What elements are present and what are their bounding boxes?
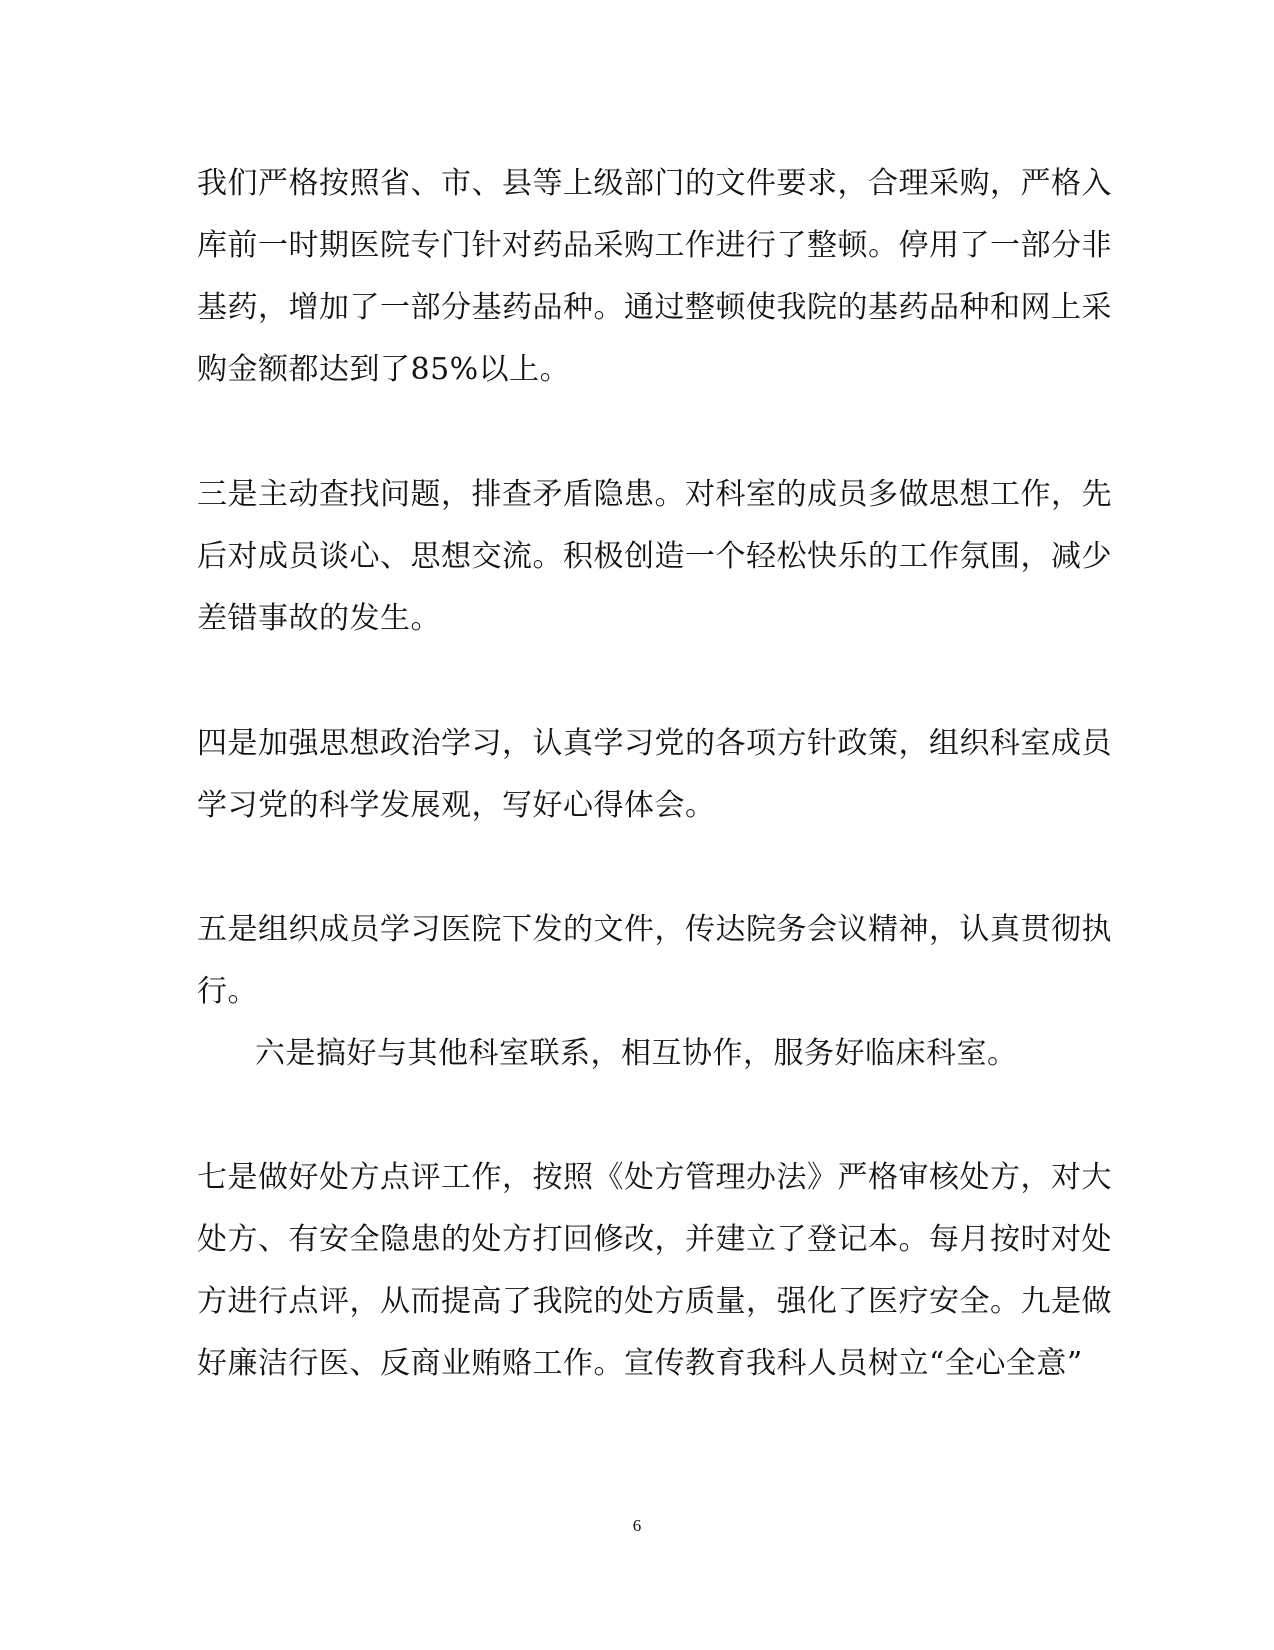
page-number: 6 (632, 1516, 642, 1535)
text-line: 我们严格按照省、市、县等上级部门的文件要求，合理采购，严格入 (197, 166, 1112, 201)
text-line: 基药，增加了一部分基药品种。通过整顿使我院的基药品种和网上采 (197, 290, 1112, 325)
text-line: 学习党的科学发展观，写好心得体会。 (197, 788, 716, 823)
text-line: 差错事故的发生。 (197, 601, 441, 636)
text-line: 购金额都达到了85%以上。 (197, 352, 571, 387)
text-line: 六是搞好与其他科室联系，相互协作，服务好临床科室。 (255, 1036, 1018, 1071)
text-line: 行。 (197, 974, 258, 1009)
text-line: 库前一时期医院专门针对药品采购工作进行了整顿。停用了一部分非 (197, 228, 1112, 263)
text-line: 处方、有安全隐患的处方打回修改，并建立了登记本。每月按时对处 (197, 1222, 1112, 1257)
text-line: 四是加强思想政治学习，认真学习党的各项方针政策，组织科室成员 (197, 726, 1112, 761)
text-line: 五是组织成员学习医院下发的文件，传达院务会议精神，认真贯彻执 (197, 912, 1112, 947)
text-line: 后对成员谈心、思想交流。积极创造一个轻松快乐的工作氛围，减少 (197, 539, 1112, 574)
text-line: 三是主动查找问题，排查矛盾隐患。对科室的成员多做思想工作，先 (197, 477, 1112, 512)
text-line: 方进行点评，从而提高了我院的处方质量，强化了医疗安全。九是做 (197, 1284, 1112, 1319)
text-line: 好廉洁行医、反商业贿赂工作。宣传教育我科人员树立“全心全意” (197, 1346, 1083, 1381)
text-line: 七是做好处方点评工作，按照《处方管理办法》严格审核处方，对大 (197, 1160, 1112, 1195)
